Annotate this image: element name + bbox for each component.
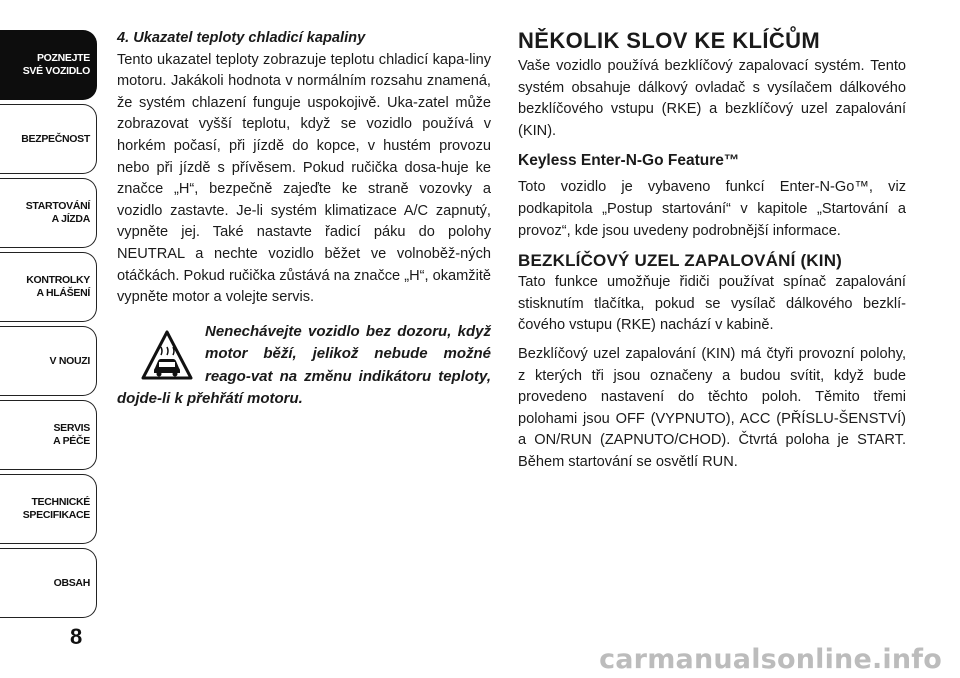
warning-text: Nenechávejte vozidlo bez dozoru, když motor běží, jelikož nebude možné reago-vat na změnu indikátoru teploty, dojde-li k přehřátí motoru. bbox=[117, 322, 491, 408]
warning-box bbox=[117, 321, 491, 411]
tab-label: KONTROLKY A HLÁŠENÍ bbox=[26, 274, 90, 299]
tab-kontrolky-a-hlaseni[interactable] bbox=[0, 252, 97, 322]
feature-paragraph: Toto vozidlo je vybaveno funkcí Enter-N-Go™, viz podkapitola „Postup startování“ v kapitole „Startování a provoz“, kde jsou uvedeny podrobnější informace. bbox=[518, 179, 906, 239]
tab-label: OBSAH bbox=[53, 576, 90, 589]
tab-obsah[interactable] bbox=[0, 548, 97, 618]
tab-label: TECHNICKÉ SPECIFIKACE bbox=[22, 496, 90, 521]
feature-heading: Keyless Enter-N-Go Feature™ bbox=[518, 152, 740, 170]
tab-poznejte-sve-vozidlo[interactable] bbox=[0, 30, 97, 100]
page-number: 8 bbox=[70, 624, 83, 649]
tab-label: V NOUZI bbox=[49, 354, 90, 367]
kin-paragraph-2: Bezklíčový uzel zapalování (KIN) má čtyři provozní polohy, z kterých tři jsou označeny a budou svítit, když bude provedeno nastavení do těchto poloh. Těmito třemi polohami jsou OFF (VYPNUTO), ACC (PŘÍSLU-ŠENSTVÍ) a ON/RUN (ZAPNUTO/CHOD). Čtvrtá poloha je START. Během startování se osvětlí RUN. bbox=[518, 345, 906, 470]
watermark: carmanualsonline.info bbox=[599, 644, 942, 675]
left-column bbox=[117, 28, 491, 411]
section-title: NĚKOLIK SLOV KE KLÍČŮM bbox=[518, 28, 821, 53]
item-heading: 4. Ukazatel teploty chladicí kapaliny bbox=[117, 30, 366, 46]
intro-paragraph: Vaše vozidlo používá bezklíčový zapalovací systém. Tento systém obsahuje dálkový ovladač s vysílačem dálkového bezklíčového vstupu (RKE) a bezklíčový uzel zapalování (KIN). bbox=[518, 58, 906, 139]
right-column bbox=[518, 28, 906, 474]
kin-paragraph-1: Tato funkce umožňuje řidiči používat spínač zapalování stisknutím tlačítka, pokud se vysílač dálkového bezklí-čového vstupu (RKE) nachází v kabině. bbox=[518, 274, 906, 334]
tab-technicke-specifikace[interactable] bbox=[0, 474, 97, 544]
tab-label: SERVIS A PÉČE bbox=[53, 422, 90, 447]
tab-label: BEZPEČNOST bbox=[21, 132, 90, 145]
tab-bezpecnost[interactable] bbox=[0, 104, 97, 174]
tab-servis-a-pece[interactable] bbox=[0, 400, 97, 470]
tab-label: STARTOVÁNÍ A JÍZDA bbox=[25, 200, 90, 225]
tab-label: POZNEJTE SVÉ VOZIDLO bbox=[22, 52, 90, 77]
kin-heading: BEZKLÍČOVÝ UZEL ZAPALOVÁNÍ (KIN) bbox=[518, 251, 843, 271]
body-paragraph: Tento ukazatel teploty zobrazuje teplotu chladicí kapa-liny motoru. Jakákoli hodnota v normálním rozsahu znamená, že systém chlazení funguje uspokojivě. Uka-zatel může zobrazovat vyšší teplotu, když se vozidlo používá v horkém počasí, při jízdě do kopce, v hustém provozu nebo při jízdě s přívěsem. Pokud ručička dosa-huje ke značce „H“, bezpečně zajeďte ke straně vozovky a vozidlo zastavte. Je-li systém klimatizace A/C zapnutý, vypněte jej. Také nastavte řadicí páku do polohy NEUTRAL a nechte vozidlo běžet ve volnoběž-ných otáčkách. Pokud ručička zůstává na značce „H“, okamžitě vypněte motor a volejte servis. bbox=[117, 51, 491, 306]
warning-triangle-car-icon bbox=[141, 329, 193, 381]
tab-v-nouzi[interactable] bbox=[0, 326, 97, 396]
tab-startovani-a-jizda[interactable] bbox=[0, 178, 97, 248]
